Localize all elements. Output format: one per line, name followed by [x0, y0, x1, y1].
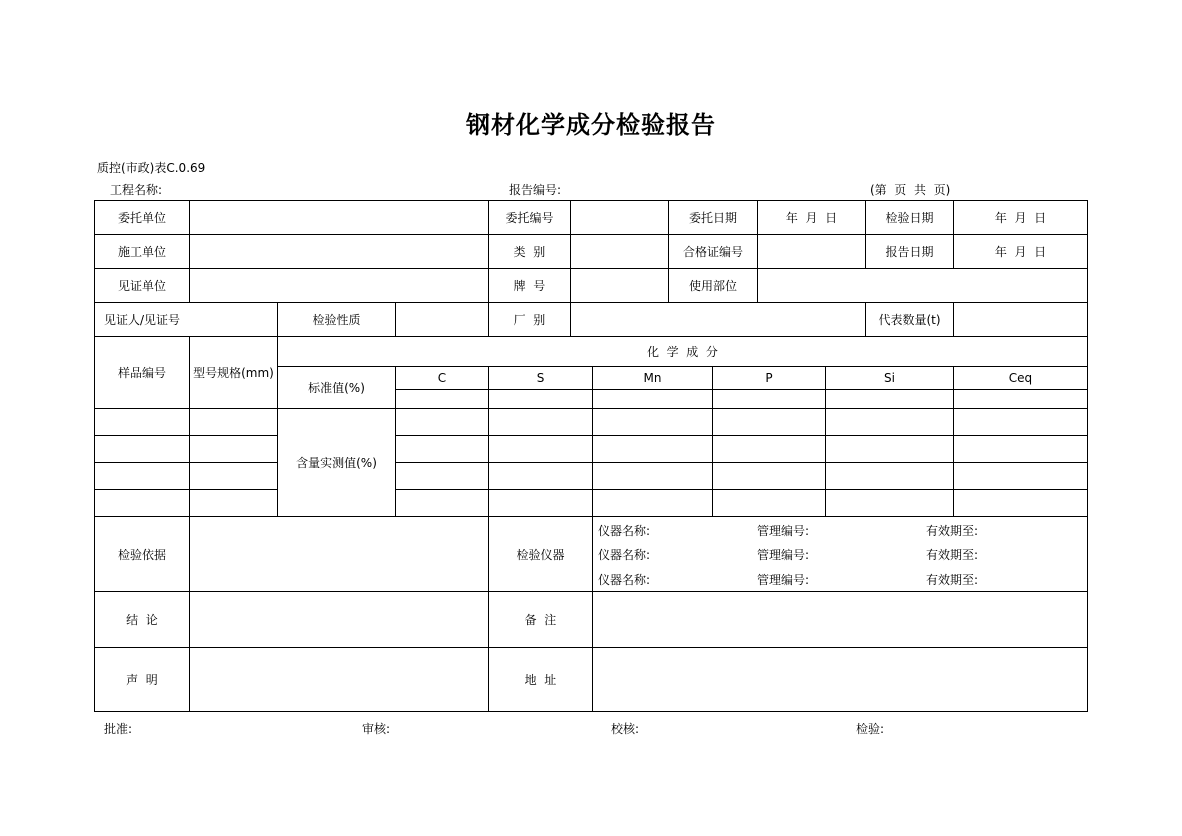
instrument-name-3: 仪器名称: — [598, 573, 651, 587]
remark-label: 备 注 — [524, 613, 557, 627]
page-info: (第 页 共 页) — [870, 183, 951, 197]
instrument-name-2: 仪器名称: — [598, 548, 651, 562]
sample-no-label: 样品编号 — [117, 366, 166, 380]
client-no-label: 委托编号 — [505, 211, 554, 225]
element-mn: Mn — [643, 371, 662, 385]
certificate-no-label: 合格证编号 — [682, 245, 743, 259]
element-si: Si — [884, 371, 895, 385]
inspect-label: 检验: — [856, 722, 885, 736]
client-unit-label: 委托单位 — [117, 211, 166, 225]
factory-label: 厂 别 — [513, 313, 546, 327]
element-s: S — [536, 371, 545, 385]
conclusion-label: 结 论 — [126, 613, 158, 627]
brand-label: 牌 号 — [513, 279, 546, 293]
category-label: 类 别 — [513, 245, 546, 259]
valid-until-1: 有效期至: — [926, 524, 979, 538]
instrument-label: 检验仪器 — [516, 547, 565, 562]
manage-no-2: 管理编号: — [757, 548, 810, 562]
element-p: P — [765, 371, 773, 385]
report-date-label: 报告日期 — [885, 245, 934, 259]
witness-person-label: 见证人/见证号 — [103, 313, 181, 327]
valid-until-3: 有效期至: — [926, 573, 979, 587]
page-title: 钢材化学成分检验报告 — [466, 111, 716, 139]
address-label: 地 址 — [524, 673, 557, 687]
construction-unit-label: 施工单位 — [117, 245, 166, 259]
test-date-value: 年 月 日 — [994, 211, 1047, 225]
report-no-label: 报告编号: — [509, 183, 562, 197]
element-ceq: Ceq — [1008, 371, 1033, 385]
project-name-label: 工程名称: — [110, 183, 163, 197]
check-label: 校核: — [611, 722, 640, 736]
instrument-name-1: 仪器名称: — [598, 524, 651, 538]
test-nature-label: 检验性质 — [312, 313, 361, 327]
report-date-value: 年 月 日 — [994, 245, 1047, 259]
approve-label: 批准: — [104, 722, 133, 736]
representative-qty-label: 代表数量(t) — [878, 313, 941, 327]
witness-unit-label: 见证单位 — [117, 279, 166, 293]
review-label: 审核: — [362, 722, 391, 736]
chem-composition-header: 化 学 成 分 — [647, 345, 718, 359]
test-date-label: 检验日期 — [885, 211, 934, 225]
element-c: C — [437, 371, 447, 385]
spec-label: 型号规格(mm) — [193, 366, 274, 380]
manage-no-3: 管理编号: — [757, 573, 810, 587]
form-code: 质控(市政)表C.0.69 — [97, 161, 206, 175]
statement-label: 声 明 — [126, 673, 158, 687]
valid-until-2: 有效期至: — [926, 548, 979, 562]
manage-no-1: 管理编号: — [757, 524, 810, 538]
usage-part-label: 使用部位 — [688, 279, 737, 293]
client-date-value: 年 月 日 — [785, 211, 838, 225]
basis-label: 检验依据 — [117, 547, 166, 562]
measured-value-label: 含量实测值(%) — [296, 456, 377, 470]
standard-value-label: 标准值(%) — [308, 381, 365, 395]
client-date-label: 委托日期 — [688, 211, 737, 225]
